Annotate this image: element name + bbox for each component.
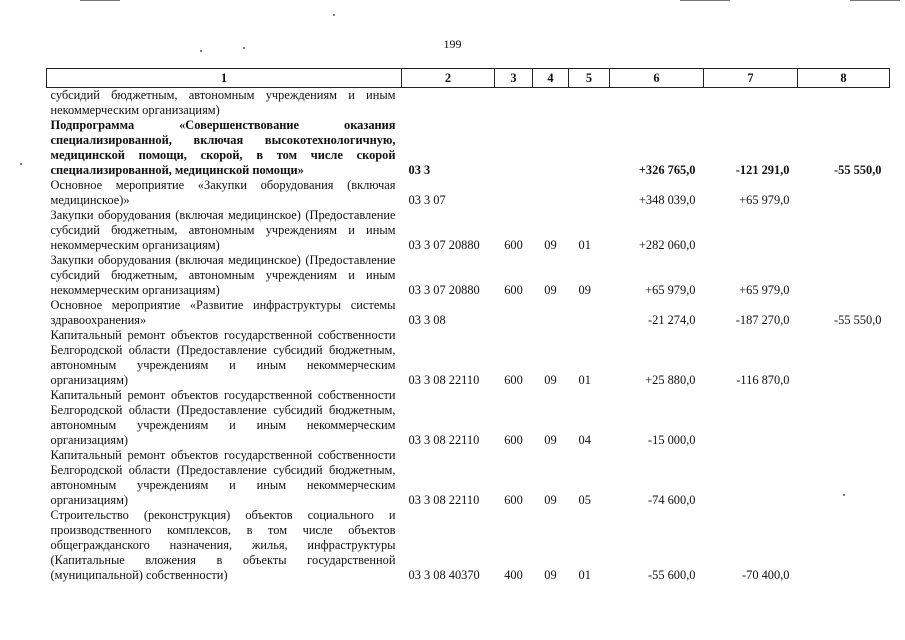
table-row bbox=[47, 298, 890, 328]
row-expense-type bbox=[495, 178, 533, 208]
row-subsection bbox=[569, 88, 610, 119]
row-code: 03 3 08 22110 bbox=[408, 373, 480, 387]
column-header: 7 bbox=[704, 69, 798, 88]
row-code: 03 3 07 20880 bbox=[408, 283, 480, 297]
table-row bbox=[47, 508, 890, 583]
row-section: 09 bbox=[544, 238, 557, 252]
row-subsection: 01 bbox=[578, 568, 591, 582]
table-header-row bbox=[47, 69, 890, 88]
column-header: 3 bbox=[495, 69, 533, 88]
column-header: 6 bbox=[610, 69, 704, 88]
table-row bbox=[47, 253, 890, 298]
column-header: 4 bbox=[533, 69, 569, 88]
row-code: 03 3 07 20880 bbox=[408, 238, 480, 252]
row-amount-col7: +65 979,0 bbox=[739, 283, 790, 297]
row-expense-type: 600 bbox=[504, 433, 523, 447]
row-amount-col7: +65 979,0 bbox=[739, 193, 790, 207]
column-header: 1 bbox=[47, 69, 402, 88]
row-amount-col6: +25 880,0 bbox=[645, 373, 696, 387]
row-expense-type: 600 bbox=[504, 238, 523, 252]
table-row bbox=[47, 448, 890, 508]
row-description: Строительство (реконструкция) объектов социального и производственного комплексов, в том числе объектов общегражданского назначения, жилья, инфраструктуры (Капитальные вложения в объекты государственной (муниципальной) собственности) bbox=[50, 508, 396, 582]
top-edge-line bbox=[850, 0, 900, 1]
row-amount-col8 bbox=[798, 508, 890, 583]
row-description: Закупки оборудования (включая медицинское) (Предоставление субсидий бюджетным, автономным учреждениям и иным некоммерческим организациям) bbox=[50, 208, 396, 252]
row-section: 09 bbox=[544, 433, 557, 447]
row-amount-col7 bbox=[704, 448, 798, 508]
scan-speck bbox=[20, 163, 22, 165]
row-amount-col6: -55 600,0 bbox=[648, 568, 696, 582]
row-expense-type: 400 bbox=[504, 568, 523, 582]
row-subsection bbox=[569, 298, 610, 328]
row-amount-col7: -70 400,0 bbox=[742, 568, 790, 582]
row-code: 03 3 bbox=[408, 163, 431, 177]
row-amount-col8: -55 550,0 bbox=[834, 163, 882, 177]
table-row bbox=[47, 388, 890, 448]
table-row bbox=[47, 208, 890, 253]
row-amount-col7: -121 291,0 bbox=[735, 163, 790, 177]
row-section: 09 bbox=[544, 568, 557, 582]
row-amount-col8 bbox=[798, 388, 890, 448]
top-edge-line bbox=[80, 0, 120, 1]
row-amount-col6: -21 274,0 bbox=[648, 313, 696, 327]
page-number: 199 bbox=[443, 37, 462, 51]
row-amount-col6: -74 600,0 bbox=[648, 493, 696, 507]
table-row bbox=[47, 328, 890, 388]
row-amount-col7 bbox=[704, 388, 798, 448]
column-header: 2 bbox=[402, 69, 495, 88]
row-amount-col8 bbox=[798, 328, 890, 388]
row-amount-col7 bbox=[704, 88, 798, 119]
row-subsection: 04 bbox=[578, 433, 591, 447]
row-amount-col7: -116 870,0 bbox=[736, 373, 790, 387]
row-amount-col8 bbox=[798, 448, 890, 508]
row-expense-type bbox=[495, 298, 533, 328]
row-description: Капитальный ремонт объектов государственной собственности Белгородской области (Предоставление субсидий бюджетным, автономным учреждениям и иным некоммерческим организациям) bbox=[50, 448, 396, 507]
row-subsection: 05 bbox=[578, 493, 591, 507]
row-amount-col8 bbox=[798, 253, 890, 298]
row-section bbox=[533, 118, 569, 178]
row-section: 09 bbox=[544, 283, 557, 297]
row-expense-type: 600 bbox=[504, 493, 523, 507]
row-subsection bbox=[569, 118, 610, 178]
row-amount-col8 bbox=[798, 178, 890, 208]
row-amount-col6: -15 000,0 bbox=[648, 433, 696, 447]
row-expense-type: 600 bbox=[504, 283, 523, 297]
row-amount-col6: +65 979,0 bbox=[645, 283, 696, 297]
table-row bbox=[47, 178, 890, 208]
row-section: 09 bbox=[544, 493, 557, 507]
row-description: Основное мероприятие «Закупки оборудования (включая медицинское)» bbox=[50, 178, 396, 207]
row-amount-col8: -55 550,0 bbox=[834, 313, 882, 327]
table-row bbox=[47, 118, 890, 178]
row-subsection bbox=[569, 178, 610, 208]
row-description: Капитальный ремонт объектов государственной собственности Белгородской области (Предоставление субсидий бюджетным, автономным учреждениям и иным некоммерческим организациям) bbox=[50, 388, 396, 447]
row-amount-col6: +326 765,0 bbox=[638, 163, 696, 177]
table-row bbox=[47, 88, 890, 119]
row-code: 03 3 08 22110 bbox=[408, 433, 480, 447]
row-section bbox=[533, 178, 569, 208]
row-expense-type bbox=[495, 118, 533, 178]
row-description: Подпрограмма «Совершенствование оказания специализированной, включая высокотехнологичную, медицинской помощи, скорой, в том числе скорой специализированной, медицинской помощи» bbox=[50, 118, 396, 177]
row-section bbox=[533, 298, 569, 328]
row-amount-col7 bbox=[704, 208, 798, 253]
row-description: субсидий бюджетным, автономным учреждениям и иным некоммерческим организациям) bbox=[50, 88, 396, 117]
row-subsection: 01 bbox=[578, 238, 591, 252]
budget-table-container bbox=[46, 68, 889, 583]
row-amount-col6: +282 060,0 bbox=[638, 238, 696, 252]
row-amount-col7: -187 270,0 bbox=[735, 313, 790, 327]
row-expense-type: 600 bbox=[504, 373, 523, 387]
row-code: 03 3 07 bbox=[408, 193, 446, 207]
row-code: 03 3 08 40370 bbox=[408, 568, 480, 582]
row-amount-col8 bbox=[798, 208, 890, 253]
row-amount-col6 bbox=[610, 88, 704, 119]
row-section bbox=[533, 88, 569, 119]
row-subsection: 01 bbox=[578, 373, 591, 387]
column-header: 5 bbox=[569, 69, 610, 88]
row-amount-col6: +348 039,0 bbox=[638, 193, 696, 207]
row-code: 03 3 08 22110 bbox=[408, 493, 480, 507]
scan-speck bbox=[333, 14, 335, 16]
row-code: 03 3 08 bbox=[408, 313, 446, 327]
top-edge-line bbox=[680, 0, 730, 1]
row-description: Капитальный ремонт объектов государственной собственности Белгородской области (Предоставление субсидий бюджетным, автономным учреждениям и иным некоммерческим организациям) bbox=[50, 328, 396, 387]
budget-table bbox=[46, 68, 890, 583]
row-amount-col8 bbox=[798, 88, 890, 119]
row-section: 09 bbox=[544, 373, 557, 387]
row-expense-type bbox=[495, 88, 533, 119]
row-code bbox=[402, 88, 495, 119]
column-header: 8 bbox=[798, 69, 890, 88]
row-description: Основное мероприятие «Развитие инфраструктуры системы здравоохранения» bbox=[50, 298, 396, 327]
row-description: Закупки оборудования (включая медицинское) (Предоставление субсидий бюджетным, автономным учреждениям и иным некоммерческим организациям) bbox=[50, 253, 396, 297]
row-subsection: 09 bbox=[578, 283, 591, 297]
